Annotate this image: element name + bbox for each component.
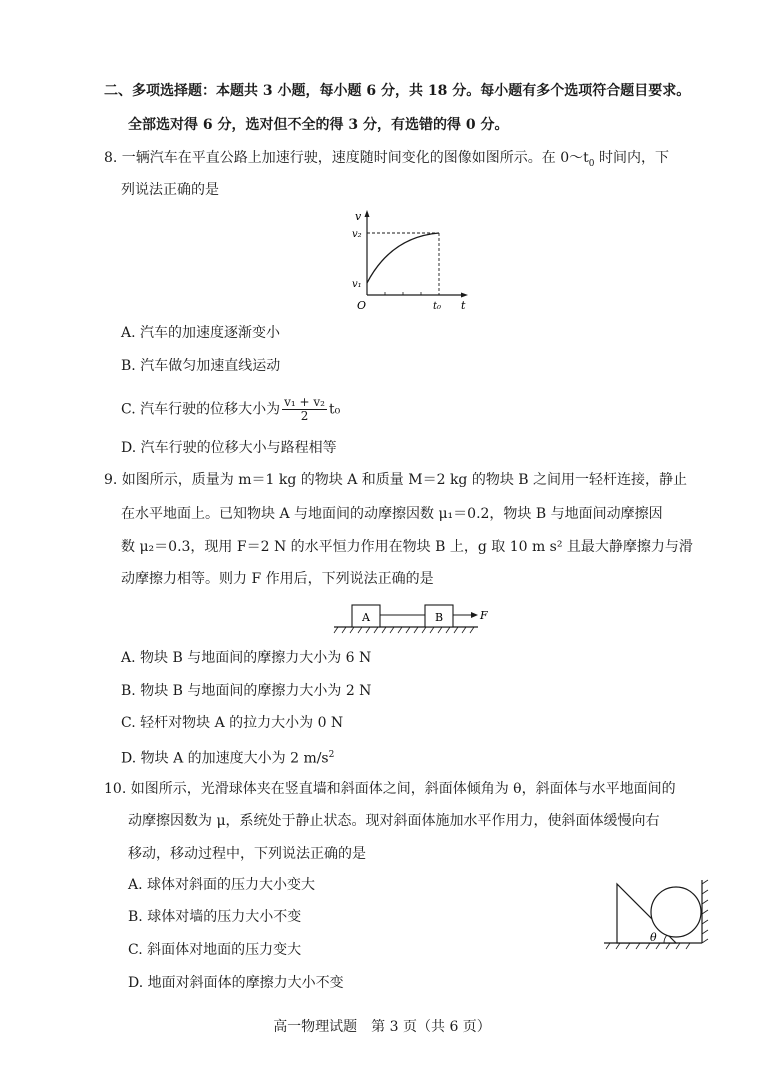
q9-option-c: C. 轻杆对物块 A 的拉力大小为 0 N (121, 715, 344, 731)
q8-stem-line1-b: 时间内，下 (594, 150, 669, 166)
q8-option-b: B. 汽车做匀加速直线运动 (121, 358, 281, 374)
q8-graph-v-label: v (355, 210, 362, 223)
q8-option-c-numerator: v₁ + v₂ (284, 395, 325, 409)
q8-graph-t-label: t (461, 299, 466, 312)
q8-stem-line1-sub: 0 (588, 158, 595, 169)
q10-option-a: A. 球体对斜面的压力大小变大 (128, 877, 316, 893)
q10-sphere-wedge-figure (600, 876, 715, 951)
q9-option-b: B. 物块 B 与地面间的摩擦力大小为 2 N (121, 683, 372, 699)
section-heading-line1: 二、多项选择题：本题共 3 小题，每小题 6 分，共 18 分。每小题有多个选项符合题目要求。 (104, 83, 691, 99)
q8-option-c (121, 396, 340, 423)
q10-option-d: D. 地面对斜面体的摩擦力大小不变 (128, 975, 344, 991)
q9-option-d-sup: 2 (328, 750, 335, 760)
q10-angle-label: θ (650, 931, 657, 944)
q9-stem-line1: 9. 如图所示，质量为 m＝1 kg 的物块 A 和质量 M＝2 kg 的物块 B 之间用一轻杆连接，静止 (104, 472, 688, 488)
q8-velocity-curve (367, 233, 439, 283)
q9-blocks-figure (330, 600, 500, 640)
q8-stem-line2: 列说法正确的是 (121, 182, 219, 198)
q9-force-label: F (480, 609, 488, 622)
q9-option-a: A. 物块 B 与地面间的摩擦力大小为 6 N (121, 650, 372, 666)
q8-graph-origin-label: O (357, 299, 367, 312)
q8-option-c-suffix: t₀ (329, 401, 341, 418)
q8-graph-t0-label: t₀ (433, 301, 442, 312)
q8-stem-line1 (104, 149, 669, 173)
q9-block-b-label: B (434, 611, 444, 624)
q8-graph-v1-label: v₁ (352, 279, 362, 290)
q8-option-c-prefix: C. 汽车行驶的位移大小为 (121, 401, 281, 418)
q10-stem-line3: 移动，移动过程中，下列说法正确的是 (128, 846, 366, 862)
q8-option-c-fraction (282, 396, 327, 423)
q9-option-d-prefix: D. 物块 A 的加速度大小为 2 m/s (121, 750, 329, 767)
q8-option-c-denominator: 2 (300, 409, 309, 423)
q8-stem-line1-a: 8. 一辆汽车在平直公路上加速行驶，速度随时间变化的图像如图所示。在 0～t (104, 150, 589, 166)
q9-stem-line4: 动摩擦力相等。则力 F 作用后，下列说法正确的是 (121, 571, 434, 587)
q10-option-b: B. 球体对墙的压力大小不变 (128, 909, 302, 925)
q8-option-a: A. 汽车的加速度逐渐变小 (121, 325, 281, 341)
q10-stem-line1: 10. 如图所示，光滑球体夹在竖直墙和斜面体之间，斜面体倾角为 θ，斜面体与水平地面间的 (104, 781, 676, 797)
q9-option-d (121, 746, 334, 768)
q8-graph-v2-label: v₂ (352, 229, 362, 240)
q10-option-c: C. 斜面体对地面的压力变大 (128, 942, 302, 958)
section-heading-line2: 全部选对得 6 分，选对但不全的得 3 分，有选错的得 0 分。 (128, 117, 509, 133)
q9-stem-line2: 在水平地面上。已知物块 A 与地面间的动摩擦因数 μ₁＝0.2，物块 B 与地面间动摩擦因 (121, 506, 663, 522)
q10-sphere (651, 887, 701, 937)
q8-option-d: D. 汽车行驶的位移大小与路程相等 (121, 440, 337, 456)
q10-stem-line2: 动摩擦因数为 μ，系统处于静止状态。现对斜面体施加水平作用力，使斜面体缓慢向右 (128, 813, 660, 829)
q9-force-arrow-icon (471, 612, 478, 618)
page-footer: 高一物理试题 第 3 页（共 6 页） (273, 1019, 491, 1035)
q9-stem-line3: 数 μ₂＝0.3，现用 F＝2 N 的水平恒力作用在物块 B 上，g 取 10 m s² 且最大静摩擦力与滑 (121, 539, 693, 555)
q9-block-a-label: A (362, 611, 370, 624)
q8-velocity-time-graph (345, 205, 475, 315)
